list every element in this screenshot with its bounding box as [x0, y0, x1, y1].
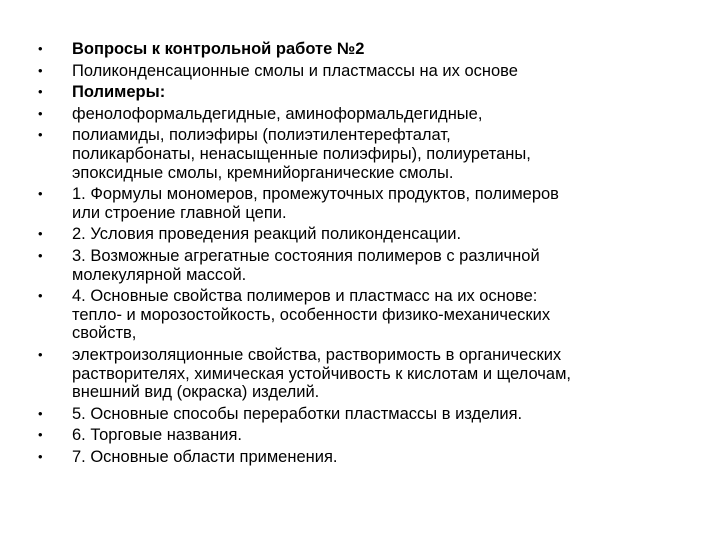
list-item-text: Поликонденсационные смолы и пластмассы на их основе: [72, 61, 518, 80]
bullet-icon: •: [38, 186, 43, 202]
bullet-icon: •: [38, 288, 43, 304]
bullet-list: [38, 40, 708, 469]
bullet-icon: •: [38, 105, 43, 121]
list-item: [38, 405, 708, 424]
list-item: [38, 225, 708, 244]
bullet-icon: •: [38, 41, 43, 56]
bullet-icon: •: [38, 62, 43, 78]
list-item: [38, 346, 708, 402]
bullet-icon: •: [38, 247, 43, 263]
list-item-text: электроизоляционные свойства, растворимость в органических растворителях, химическая устойчивость к кислотам и щелочам, внешний вид (окраска) изделий.: [72, 345, 571, 402]
list-item-text: полиамиды, полиэфиры (полиэтилентерефталат, поликарбонаты, ненасыщенные полиэфиры), полиуретаны, эпоксидные смолы, кремнийорганические смолы.: [72, 126, 531, 182]
bullet-icon: •: [38, 226, 43, 242]
list-item-text: Вопросы к контрольной работе №2: [72, 40, 365, 58]
list-item-text: фенолоформальдегидные, аминоформальдегидные,: [72, 104, 483, 123]
list-item: [38, 426, 708, 445]
list-item: [38, 126, 708, 182]
list-item-text: Полимеры:: [72, 83, 166, 102]
list-item-title: [38, 40, 708, 59]
list-item-text: 1. Формулы мономеров, промежуточных продуктов, полимеров или строение главной цепи.: [72, 185, 559, 222]
list-item-text: 4. Основные свойства полимеров и пластмасс на их основе: тепло- и морозостойкость, особенности физико-механических свойств,: [72, 287, 551, 343]
list-item: [38, 62, 708, 81]
list-item-text: 3. Возможные агрегатные состояния полимеров с различной молекулярной массой.: [72, 246, 540, 284]
list-item-heading: [38, 83, 708, 102]
bullet-icon: •: [38, 427, 43, 443]
list-item: [38, 448, 708, 467]
bullet-icon: •: [38, 448, 43, 464]
list-item: [38, 185, 708, 222]
list-item: [38, 105, 708, 124]
bullet-icon: •: [38, 127, 43, 143]
bullet-icon: •: [38, 84, 43, 100]
list-item: [38, 287, 708, 343]
list-item-text: 2. Условия проведения реакций поликонденсации.: [72, 225, 462, 244]
bullet-icon: •: [38, 346, 43, 362]
list-item: [38, 247, 708, 284]
list-item-text: 6. Торговые названия.: [72, 426, 242, 445]
list-item-text: 7. Основные области применения.: [72, 447, 338, 466]
list-item-text: 5. Основные способы переработки пластмассы в изделия.: [72, 404, 523, 423]
bullet-icon: •: [38, 405, 43, 421]
